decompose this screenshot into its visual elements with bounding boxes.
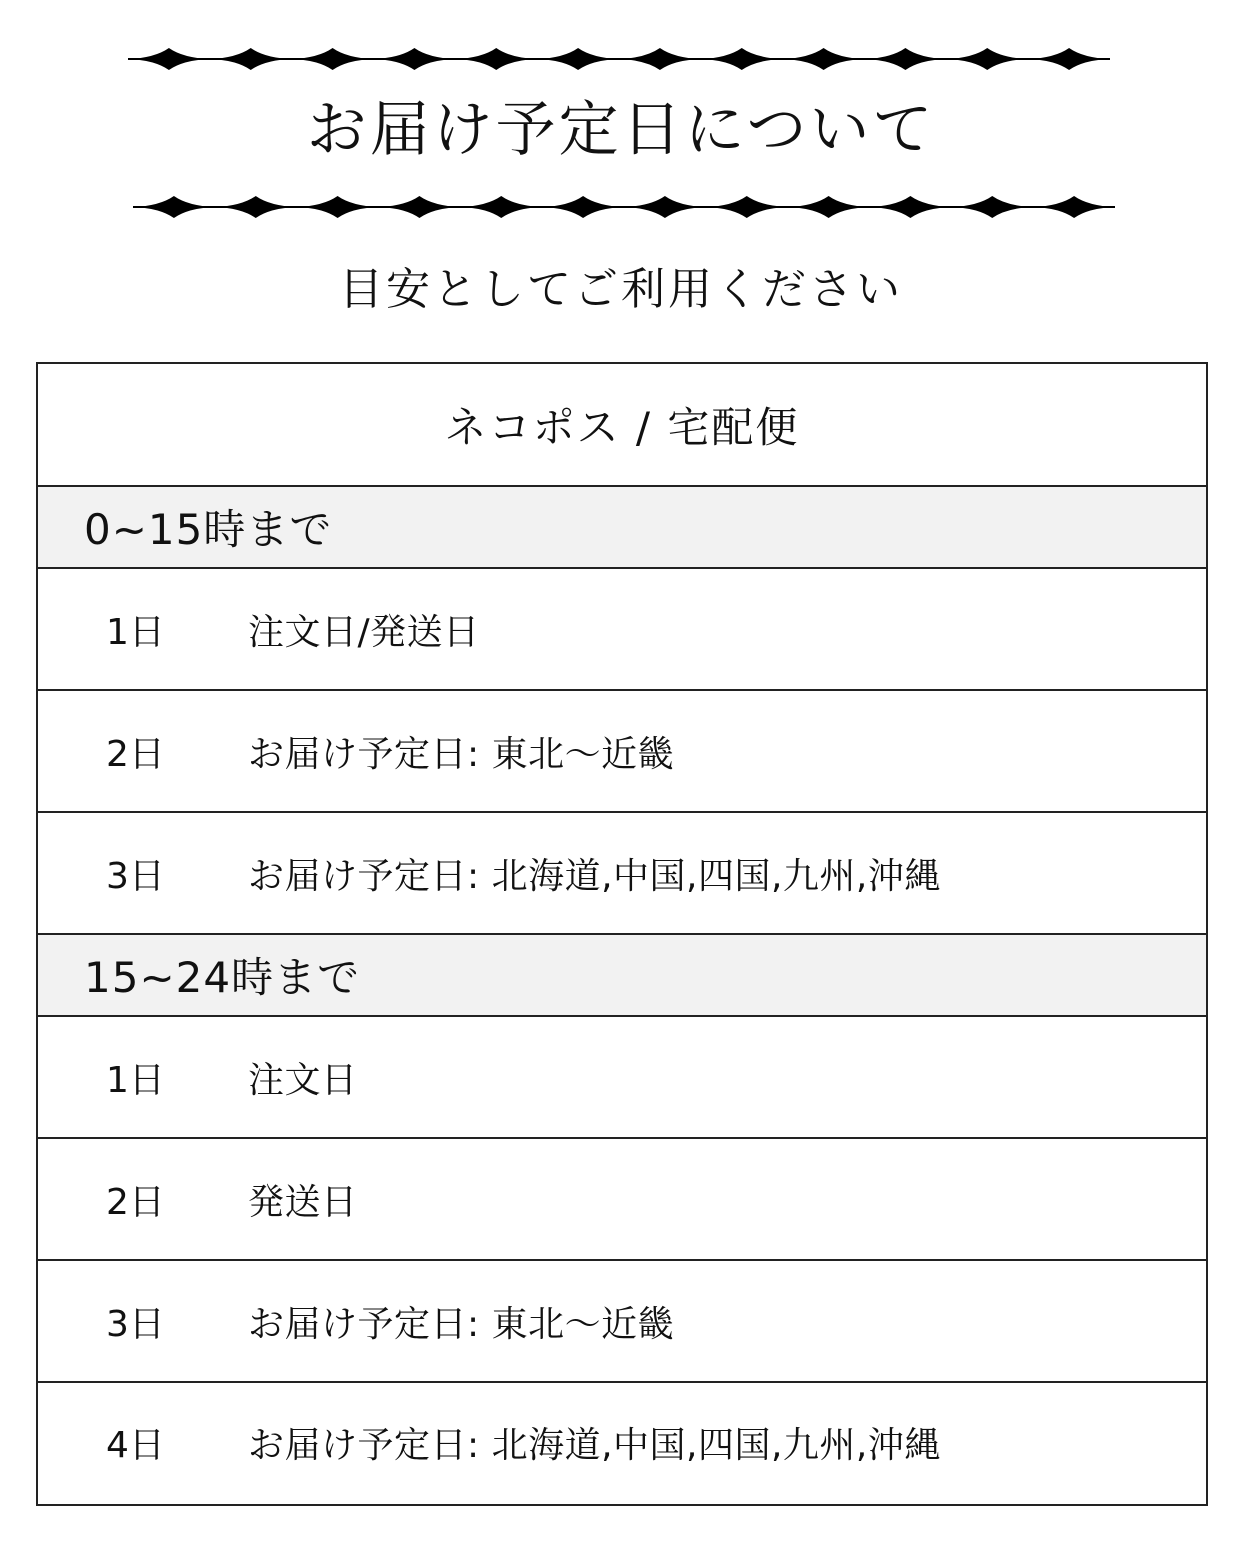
ornament-diamond	[379, 196, 461, 218]
decorative-ornament-bottom	[133, 192, 1115, 222]
row-day: 2日	[106, 1181, 165, 1223]
table-row	[38, 813, 1206, 935]
ornament-diamond	[210, 48, 292, 70]
row-description: お届け予定日: 北海道,中国,四国,九州,沖縄	[248, 1425, 941, 1466]
row-description: お届け予定日: 北海道,中国,四国,九州,沖縄	[248, 855, 941, 897]
row-description: 発送日	[248, 1181, 358, 1223]
ornament-diamond	[788, 196, 870, 218]
ornament-diamond	[215, 196, 297, 218]
ornament-diamond	[297, 196, 379, 218]
row-day: 1日	[106, 611, 165, 653]
ornament-diamond	[460, 196, 542, 218]
ornament-diamond	[128, 48, 210, 70]
ornament-diamond	[946, 48, 1028, 70]
ornament-diamond	[542, 196, 624, 218]
ornament-diamond	[783, 48, 865, 70]
table-header: ネコポス / 宅配便	[38, 364, 1206, 487]
ornament-diamond	[706, 196, 788, 218]
delivery-schedule-table	[36, 362, 1208, 1506]
ornament-diamond	[619, 48, 701, 70]
table-row	[38, 1017, 1206, 1139]
ornament-diamond	[537, 48, 619, 70]
row-day: 4日	[106, 1425, 165, 1466]
ornament-diamond	[701, 48, 783, 70]
row-day: 3日	[106, 855, 165, 897]
row-day: 1日	[106, 1059, 165, 1101]
ornament-diamond	[133, 196, 215, 218]
page-title: お届け予定日について	[306, 95, 936, 165]
page-subtitle: 目安としてご利用ください	[339, 264, 903, 315]
table-row	[38, 691, 1206, 813]
section-header-before-15: 0~15時まで	[38, 487, 1206, 569]
ornament-diamond	[1028, 48, 1110, 70]
ornament-diamond	[951, 196, 1033, 218]
ornament-diamond	[292, 48, 374, 70]
row-description: お届け予定日: 東北〜近畿	[248, 733, 675, 775]
row-description: 注文日/発送日	[248, 611, 480, 653]
ornament-diamond	[870, 196, 952, 218]
row-description: お届け予定日: 東北〜近畿	[248, 1303, 675, 1345]
ornament-diamond	[865, 48, 947, 70]
row-description: 注文日	[248, 1059, 358, 1101]
decorative-ornament-top	[128, 44, 1110, 74]
ornament-diamond	[374, 48, 456, 70]
table-row	[38, 1139, 1206, 1261]
row-day: 3日	[106, 1303, 165, 1345]
ornament-diamond	[455, 48, 537, 70]
table-row	[38, 1261, 1206, 1383]
section-header-after-15: 15~24時まで	[38, 935, 1206, 1017]
row-day: 2日	[106, 733, 165, 775]
table-row	[38, 1383, 1206, 1502]
table-row	[38, 569, 1206, 691]
ornament-diamond	[1033, 196, 1115, 218]
ornament-diamond	[624, 196, 706, 218]
